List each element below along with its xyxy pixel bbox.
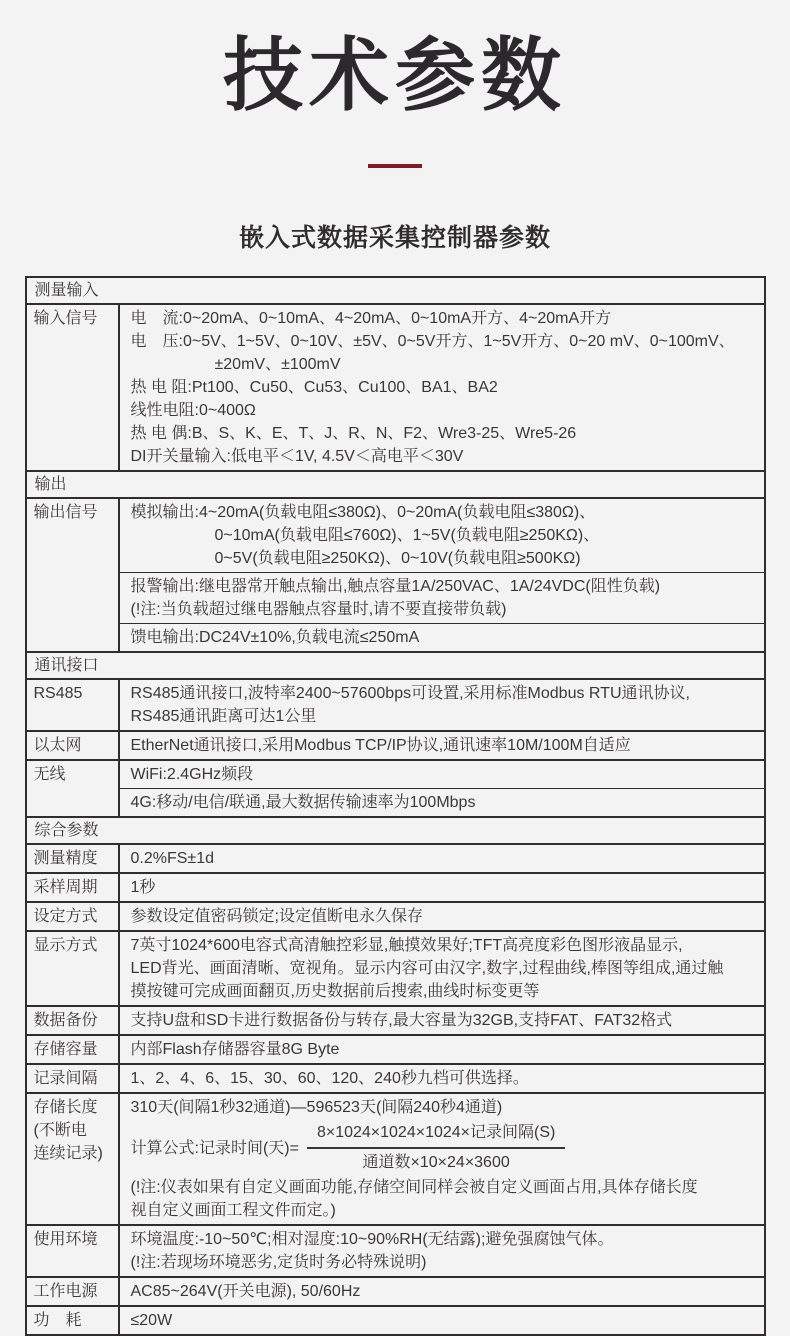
spec-line: 模拟输出:4~20mA(负载电阻≤380Ω)、0~20mA(负载电阻≤380Ω)、 xyxy=(130,504,596,521)
row-label-line: (不断电 xyxy=(33,1122,87,1139)
row-label: 输出信号 xyxy=(27,499,120,651)
spec-cell xyxy=(120,1094,764,1224)
spec-line: 线性电阻:0~400Ω xyxy=(130,402,256,419)
spec-cell-analog-output xyxy=(120,499,764,572)
spec-line: 电 流:0~20mA、0~10mA、4~20mA、0~10mA开方、4~20mA开方 xyxy=(130,310,612,327)
row-label-line: 存储长度 xyxy=(33,1099,98,1116)
row-label: 使用环境 xyxy=(27,1226,120,1276)
spec-row-data-backup xyxy=(27,1005,764,1034)
row-label: 输入信号 xyxy=(27,305,120,470)
spec-line: 1秒 xyxy=(130,879,156,896)
spec-line: AC85~264V(开关电源), 50/60Hz xyxy=(130,1283,361,1300)
spec-cell xyxy=(120,903,764,930)
spec-row-operating-environment xyxy=(27,1224,764,1276)
row-value xyxy=(120,1226,764,1276)
spec-line: RS485通讯接口,波特率2400~57600bps可设置,采用标准Modbus RTU通讯协议, xyxy=(130,685,690,702)
spec-cell-power-feed-output xyxy=(120,623,764,651)
spec-cell xyxy=(120,1226,764,1276)
spec-line: 视自定义画面工程文件而定。) xyxy=(130,1202,336,1219)
spec-line: 内部Flash存储器容量8G Byte xyxy=(130,1041,340,1058)
spec-cell-wifi xyxy=(120,761,764,788)
spec-row-rs485 xyxy=(27,678,764,730)
section-header-general-parameters: 综合参数 xyxy=(27,816,764,843)
row-value xyxy=(120,845,764,872)
row-label: 显示方式 xyxy=(27,932,120,1005)
spec-line: 参数设定值密码锁定;设定值断电永久保存 xyxy=(130,908,423,925)
spec-line: 馈电输出:DC24V±10%,负载电流≤250mA xyxy=(130,629,420,646)
row-value xyxy=(120,1036,764,1063)
row-value xyxy=(120,761,764,816)
row-value xyxy=(120,680,764,730)
spec-line: (!注:当负载超过继电器触点容量时,请不要直接带负载) xyxy=(130,601,507,618)
spec-line: DI开关量输入:低电平＜1V, 4.5V＜高电平＜30V xyxy=(130,448,464,465)
spec-row-wireless xyxy=(27,759,764,816)
spec-line: 热 电 偶:B、S、K、E、T、J、R、N、F2、Wre3-25、Wre5-26 xyxy=(130,425,577,442)
spec-row-power-supply xyxy=(27,1276,764,1305)
spec-line: WiFi:2.4GHz频段 xyxy=(130,766,254,783)
row-value xyxy=(120,732,764,759)
row-label: RS485 xyxy=(27,680,120,730)
spec-cell xyxy=(120,932,764,1005)
row-value xyxy=(120,903,764,930)
row-label: 存储容量 xyxy=(27,1036,120,1063)
row-value xyxy=(120,932,764,1005)
formula-denominator: 通道数×10×24×3600 xyxy=(362,1154,510,1171)
spec-row-input-signal xyxy=(27,303,764,470)
spec-cell xyxy=(120,874,764,901)
row-label: 采样周期 xyxy=(27,874,120,901)
spec-cell xyxy=(120,1307,764,1334)
spec-table xyxy=(25,276,766,1336)
spec-cell xyxy=(120,305,764,470)
spec-row-ethernet xyxy=(27,730,764,759)
row-label: 功 耗 xyxy=(27,1307,120,1334)
spec-row-power-consumption xyxy=(27,1305,764,1334)
spec-row-display-mode xyxy=(27,930,764,1005)
section-header-output: 输出 xyxy=(27,470,764,497)
spec-line: 1、2、4、6、15、30、60、120、240秒九档可供选择。 xyxy=(130,1070,529,1087)
spec-cell xyxy=(120,1065,764,1092)
section-header-communication: 通讯接口 xyxy=(27,651,764,678)
record-time-formula xyxy=(131,1122,760,1174)
spec-cell xyxy=(120,1036,764,1063)
spec-row-record-interval xyxy=(27,1063,764,1092)
spec-line: 支持U盘和SD卡进行数据备份与转存,最大容量为32GB,支持FAT、FAT32格式 xyxy=(130,1012,673,1029)
subtitle: 嵌入式数据采集控制器参数 xyxy=(238,224,551,252)
spec-row-sampling-period xyxy=(27,872,764,901)
page-title: 技术参数 xyxy=(223,31,567,120)
row-value xyxy=(120,1094,764,1224)
spec-cell-alarm-output xyxy=(120,572,764,623)
spec-row-storage-length xyxy=(27,1092,764,1224)
formula-numerator: 8×1024×1024×1024×记录间隔(S) xyxy=(307,1122,565,1149)
spec-line: 0~10mA(负载电阻≤760Ω)、1~5V(负载电阻≥250KΩ)、 xyxy=(214,527,600,544)
row-label: 记录间隔 xyxy=(27,1065,120,1092)
spec-cell xyxy=(120,1278,764,1305)
row-value xyxy=(120,874,764,901)
spec-line: 0.2%FS±1d xyxy=(130,850,214,867)
row-value xyxy=(120,1007,764,1034)
row-value xyxy=(120,1278,764,1305)
spec-line: 7英寸1024*600电容式高清触控彩显,触摸效果好;TFT高亮度彩色图形液晶显示, xyxy=(130,937,683,954)
spec-line: 4G:移动/电信/联通,最大数据传输速率为100Mbps xyxy=(130,794,476,811)
spec-line: 热 电 阻:Pt100、Cu50、Cu53、Cu100、BA1、BA2 xyxy=(130,379,498,396)
spec-row-storage-capacity xyxy=(27,1034,764,1063)
spec-cell xyxy=(120,680,764,730)
row-label xyxy=(27,1094,120,1224)
section-header-measurement-input: 测量输入 xyxy=(34,282,99,299)
row-label-line: 连续记录) xyxy=(33,1145,103,1162)
spec-line: 环境温度:-10~50℃;相对湿度:10~90%RH(无结露);避免强腐蚀气体。 xyxy=(130,1231,614,1248)
row-value xyxy=(120,1307,764,1334)
formula-fraction xyxy=(307,1122,565,1174)
spec-line: EtherNet通讯接口,采用Modbus TCP/IP协议,通讯速率10M/100M自适应 xyxy=(130,737,631,754)
row-label: 设定方式 xyxy=(27,903,120,930)
spec-row-setting-method xyxy=(27,901,764,930)
row-label: 工作电源 xyxy=(27,1278,120,1305)
spec-row-output-signal xyxy=(27,497,764,651)
spec-cell xyxy=(120,732,764,759)
row-value xyxy=(120,1065,764,1092)
formula-prefix: 计算公式:记录时间(天)= xyxy=(130,1139,299,1157)
row-label: 以太网 xyxy=(27,732,120,759)
spec-line: (!注:若现场环境恶劣,定货时务必特殊说明) xyxy=(130,1254,427,1271)
row-label: 无线 xyxy=(27,761,120,816)
spec-cell xyxy=(120,1007,764,1034)
spec-line: RS485通讯距离可达1公里 xyxy=(130,708,317,725)
spec-line: 0~5V(负载电阻≥250KΩ)、0~10V(负载电阻≥500KΩ) xyxy=(214,550,581,567)
spec-line: (!注:仪表如果有自定义画面功能,存储空间同样会被自定义画面占用,具体存储长度 xyxy=(130,1179,698,1196)
spec-line: 310天(间隔1秒32通道)—596523天(间隔240秒4通道) xyxy=(130,1099,503,1116)
spec-line: ±20mV、±100mV xyxy=(214,356,341,373)
spec-line: ≤20W xyxy=(130,1312,173,1329)
row-value xyxy=(120,499,764,651)
spec-row-accuracy xyxy=(27,843,764,872)
row-label: 数据备份 xyxy=(27,1007,120,1034)
row-label: 测量精度 xyxy=(27,845,120,872)
spec-cell-4g xyxy=(120,788,764,816)
spec-line: 电 压:0~5V、1~5V、0~10V、±5V、0~5V开方、1~5V开方、0~20 mV、0~100mV、 xyxy=(130,333,735,350)
spec-cell xyxy=(120,845,764,872)
spec-line: LED背光、画面清晰、宽视角。显示内容可由汉字,数字,过程曲线,棒图等组成,通过触 xyxy=(130,960,724,977)
row-value xyxy=(120,305,764,470)
spec-line: 报警输出:继电器常开触点输出,触点容量1A/250VAC、1A/24VDC(阻性负载) xyxy=(130,578,661,595)
spec-line: 摸按键可完成画面翻页,历史数据前后搜索,曲线时标变更等 xyxy=(130,983,540,1000)
